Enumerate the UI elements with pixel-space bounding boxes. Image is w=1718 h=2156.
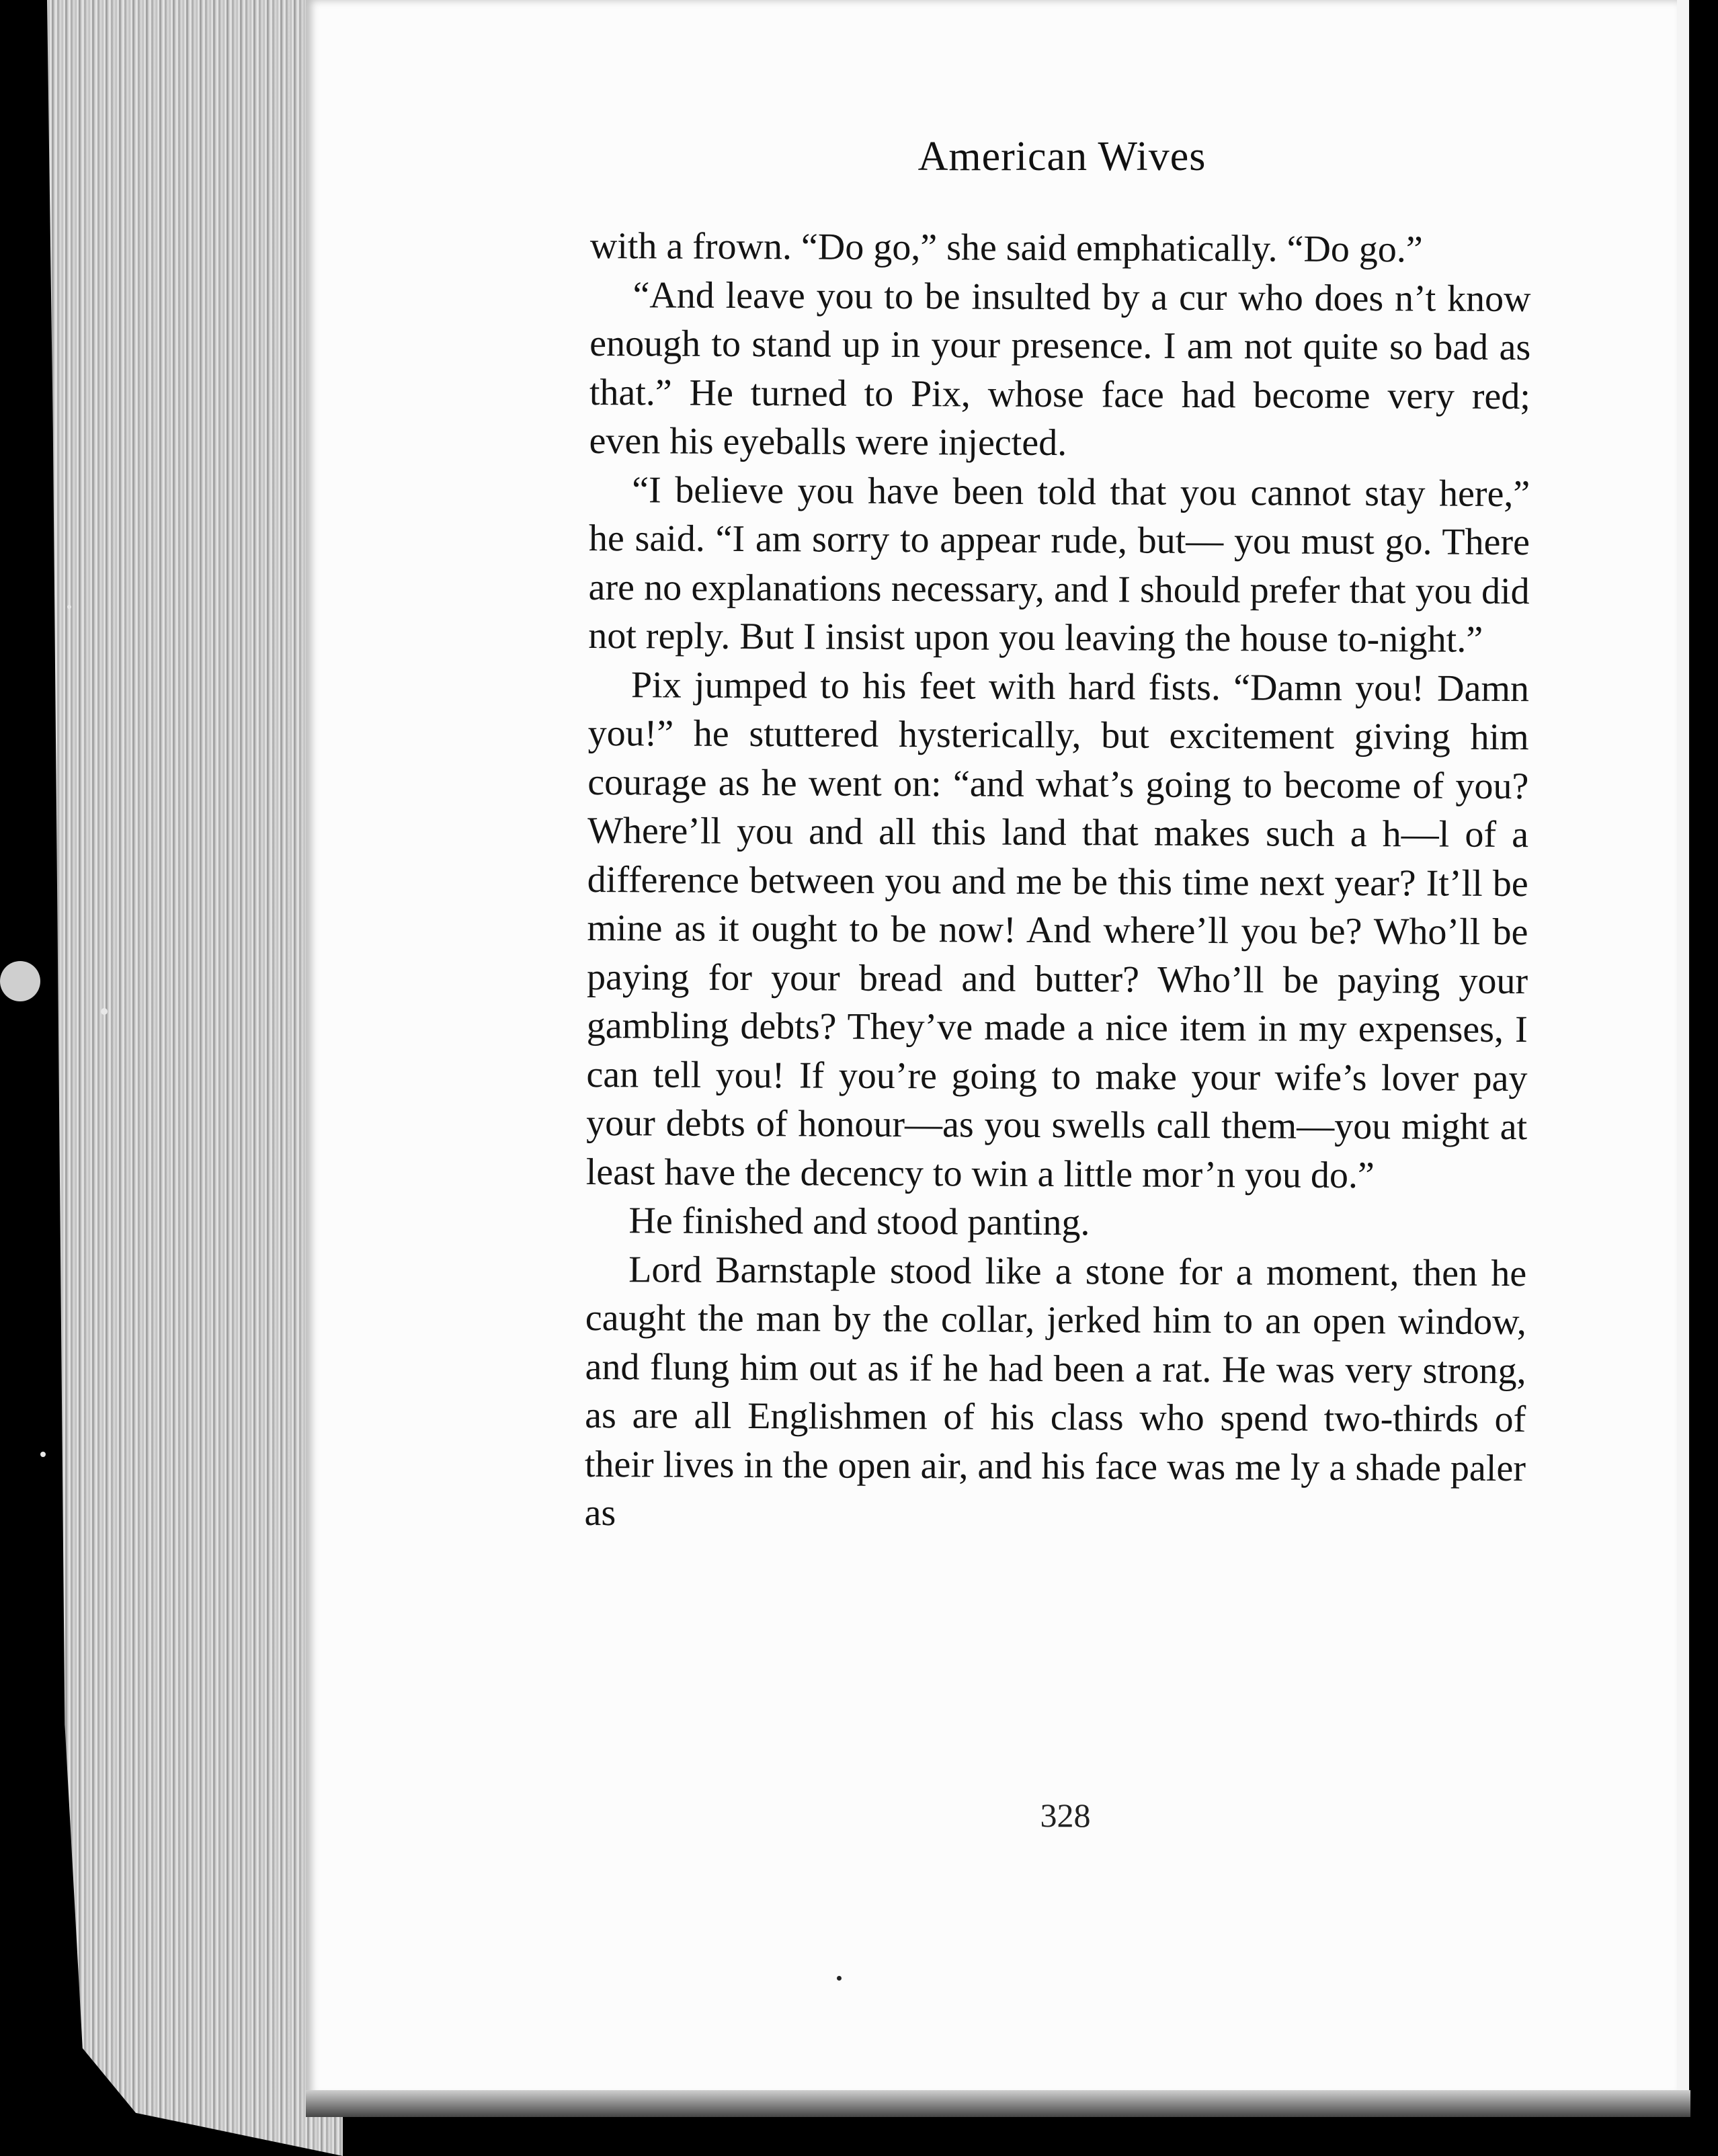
page-right-margin-edge bbox=[1677, 0, 1689, 2110]
running-head: American Wives bbox=[917, 134, 1206, 179]
paragraph: He finished and stood panting. bbox=[628, 1200, 1090, 1244]
page-number: 328 bbox=[1040, 1796, 1091, 1834]
paragraph: “I believe you have been told that you cannot stay here,” he said. “I am sorry to appear rude, but— you must go. There are no explanations necessary, and I should prefer that you did not reply. But I insist upon you leaving the house to-night.” bbox=[588, 468, 1530, 661]
dust-speck bbox=[40, 1452, 46, 1457]
paragraph: with a frown. “Do go,” she said emphatically. “Do go.” bbox=[589, 224, 1423, 271]
dust-speck bbox=[67, 605, 71, 609]
body-text bbox=[584, 222, 1531, 1542]
dust-speck bbox=[101, 1008, 108, 1015]
page-bottom-shadow bbox=[306, 2090, 1690, 2117]
dust-speck bbox=[0, 961, 40, 1001]
paragraph: Lord Barnstaple stood like a stone for a moment, then he caught the man by the collar, jerked him to an open window, and flung him out as if he had been a rat. He was very strong, as are all Englishmen of his class who spend two-thirds of their lives in the open air, and his face was me ly a shade paler as bbox=[584, 1248, 1527, 1534]
paragraph: Pix jumped to his feet with hard fists. “Damn you! Damn you!” he stuttered hysterically, but excitement giving him courage as he went on: “and what’s going to become of you? Where’ll you and all this land that makes such a h—l of a difference between you and me be this time next year? It’ll be mine as it ought to be now! And where’ll you be? Who’ll be paying for your bread and butter? Who’ll be paying your gambling debts? They’ve made a nice item in my expenses, I can tell you! If you’re going to make your wife’s lover pay your debts of honour—as you swells call them—you might at least have the decency to win a little mor’n you do.” bbox=[585, 663, 1530, 1196]
paragraph: “And leave you to be insulted by a cur who does n’t know enough to stand up in your presence. I am not quite so bad as that.” He turned to Pix, whose face had become very red; even his eyeballs were injected. bbox=[589, 274, 1531, 464]
ink-dot bbox=[837, 1976, 842, 1981]
book-page-edges bbox=[47, 0, 343, 2156]
